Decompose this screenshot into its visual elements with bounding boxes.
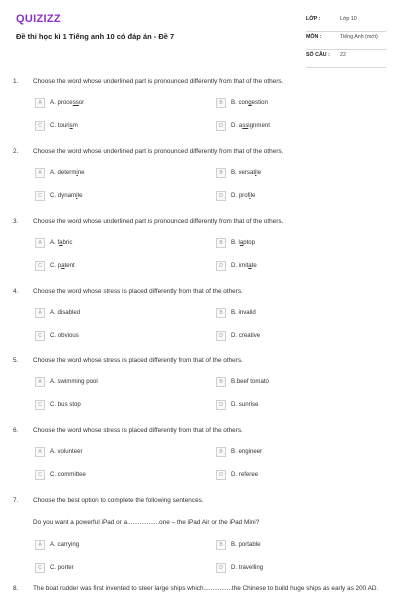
option-underlined-part: s [69,122,73,129]
option-underlined-part: ss [72,99,79,106]
option-text-post: ignment [248,122,270,129]
option-text [231,471,258,478]
option-letter-box: B [216,168,226,178]
option-text-post: or [78,99,85,106]
meta-table [306,14,386,68]
option-underlined-part: a [59,239,63,246]
option-text-pre: A. swimming pool [50,378,98,385]
option-text-pre: D. travelling [231,564,264,571]
option-text-pre: A. volunteer [50,448,83,455]
option-underlined-part: i [255,169,257,176]
option-text-pre: C. dynam [50,192,77,199]
question-5 [0,357,400,427]
option-text [50,99,84,106]
option-underlined-part: a [61,262,65,269]
option-text [231,564,263,571]
document-title: Đề thi học kì 1 Tiếng anh 10 có đáp án - Đề 7 [16,32,175,41]
question-7 [0,497,400,585]
option-text-pre: B. versat [231,169,256,176]
option-letter-box: C [35,470,45,480]
option-text [50,122,78,129]
question-6 [0,427,400,497]
option-letter-box: C [35,400,45,410]
option-text-post: ptop [243,239,256,246]
question-text: Choose the word whose underlined part is pronounced differently from that of the others. [33,78,284,85]
option-text-post: ne [77,169,85,176]
option-text-pre: D. imit [231,262,249,269]
option-letter-box: C [35,121,45,131]
question-number: 2. [13,148,19,155]
option-text-pre: C. obvious [50,332,79,339]
question-text: Choose the word whose stress is placed differently from that of the others. [33,357,243,364]
option-text [231,99,268,106]
option-letter-box: B [216,447,226,457]
question-number: 1. [13,78,19,85]
option-text [50,332,79,339]
option-letter-box: B [216,308,226,318]
option-text-pre: A. proce [50,99,73,106]
option-letter-box: A [35,308,45,318]
option-letter-box: A [35,98,45,108]
meta-row-count [306,50,386,68]
option-text [231,192,255,199]
option-text-pre: A. f [50,239,60,246]
question-text: The boat rudder was first invented to steer large ships which................the Chinese to build huge ships as early as 200 AD. [33,585,379,592]
option-letter-box: D [216,400,226,410]
option-letter-box: D [216,470,226,480]
option-text-pre: D. a [231,122,243,129]
option-letter-box: A [35,168,45,178]
option-text-pre: C. touri [50,122,70,129]
meta-label: LỚP : [306,16,321,22]
option-letter-box: B [216,377,226,387]
question-text: Choose the word whose stress is placed differently from that of the others. [33,288,243,295]
option-text-post: m [72,122,78,129]
option-text [231,448,262,455]
option-text-pre: B. invalid [231,309,256,316]
option-letter-box: B [216,238,226,248]
question-1 [0,78,400,148]
question-text: Choose the word whose stress is placed differently from that of the others. [33,427,243,434]
option-text-post: te [77,192,83,199]
question-number: 5. [13,357,19,364]
option-text-post: te [251,262,257,269]
option-text [231,332,260,339]
option-text-pre: C. p [50,262,62,269]
option-letter-box: D [216,121,226,131]
option-text-pre: C. bus stop [50,401,81,408]
option-text-pre: A. carrying [50,541,80,548]
option-letter-box: A [35,540,45,550]
option-underlined-part: g [248,99,252,106]
option-text [50,401,81,408]
option-text-pre: D. sunrise [231,401,259,408]
meta-value: Tiếng Anh (mới) [340,34,378,40]
question-text: Choose the word whose underlined part is pronounced differently from that of the others. [33,148,284,155]
question-3 [0,218,400,288]
option-underlined-part: ss [242,122,249,129]
option-text [50,378,98,385]
option-text-pre: B. engineer [231,448,263,455]
option-text [231,169,261,176]
question-text: Choose the word whose underlined part is pronounced differently from that of the others. [33,218,284,225]
option-text-post: le [256,169,262,176]
option-text [50,262,75,269]
option-text-pre: D. referee [231,471,259,478]
option-letter-box: D [216,563,226,573]
option-letter-box: C [35,261,45,271]
question-8 [0,585,400,600]
option-letter-box: C [35,331,45,341]
option-text-post: estion [251,99,268,106]
option-text-pre: B. portable [231,541,261,548]
option-underlined-part: i [76,169,78,176]
meta-row-subject [306,32,386,50]
option-letter-box: D [216,331,226,341]
option-text [231,541,260,548]
option-text-pre: C. committee [50,471,86,478]
option-text [50,564,74,571]
option-text-post: tent [64,262,75,269]
worksheet-header [0,0,400,72]
option-underlined-part: i [76,192,78,199]
meta-value: Lớp 10 [340,16,357,22]
option-text [231,401,258,408]
option-letter-box: D [216,191,226,201]
option-text [231,262,257,269]
option-text [50,309,80,316]
option-text-pre: D. creative [231,332,261,339]
question-2 [0,148,400,218]
option-text [231,122,270,129]
option-text-pre: B.beef tomato [231,378,269,385]
option-text-pre: A. disabled [50,309,81,316]
meta-value: 22 [340,52,346,58]
question-number: 7. [13,497,19,504]
option-letter-box: D [216,261,226,271]
question-4 [0,288,400,357]
question-number: 8. [13,585,19,592]
option-text [50,448,83,455]
option-text [231,239,255,246]
option-text [50,541,79,548]
option-letter-box: B [216,98,226,108]
option-text-pre: B. l [231,239,240,246]
option-text [231,309,256,316]
option-underlined-part: i [249,192,251,199]
option-letter-box: A [35,447,45,457]
meta-label: MÔN : [306,34,322,40]
option-text [50,192,83,199]
question-text: Choose the best option to complete the following sentences. [33,497,204,504]
option-text-pre: C. porter [50,564,74,571]
meta-row-class [306,14,386,32]
option-text [231,378,269,385]
option-letter-box: C [35,563,45,573]
option-text [50,169,85,176]
option-text-post: le [250,192,256,199]
option-underlined-part: a [239,239,244,246]
question-sentence: Do you want a powerful iPad or a..................one – the iPad Air or the iPad Mini? [33,519,260,526]
option-text [50,239,72,246]
question-number: 3. [13,218,19,225]
option-letter-box: C [35,191,45,201]
option-text-pre: A. determ [50,169,77,176]
question-number: 6. [13,427,19,434]
option-letter-box: A [35,377,45,387]
quizizz-logo: QUIZIZZ [16,13,61,25]
option-text-post: bric [62,239,73,246]
option-text-pre: B. con [231,99,249,106]
option-letter-box: A [35,238,45,248]
option-text [50,471,86,478]
question-number: 4. [13,288,19,295]
option-letter-box: B [216,540,226,550]
option-underlined-part: a [248,262,252,269]
option-text-pre: D. prof [231,192,250,199]
meta-label: SỐ CÂU : [306,52,330,58]
